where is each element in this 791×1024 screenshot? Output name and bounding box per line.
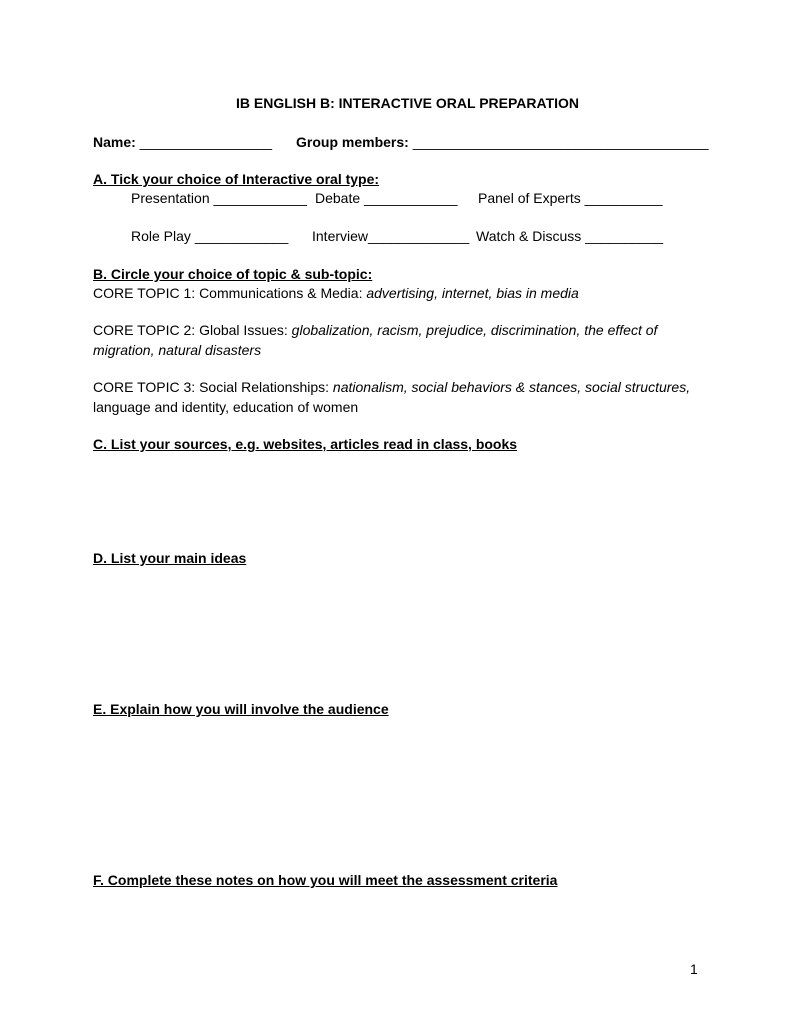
core-topic-2	[93, 321, 657, 339]
option-label: Interview	[312, 228, 369, 244]
topic-subtopics: globalization, racism, prejudice, discrimination, the effect of	[291, 322, 658, 338]
name-blank: _________________	[139, 134, 273, 150]
option-watch-discuss	[476, 227, 663, 245]
core-topic-3-continued: language and identity, education of women	[93, 399, 359, 415]
page-number: 1	[690, 961, 698, 977]
option-label: Role Play	[131, 228, 191, 244]
section-e-heading: E. Explain how you will involve the audience	[93, 701, 389, 717]
section-d-heading: D. List your main ideas	[93, 550, 247, 566]
option-interview	[312, 227, 469, 245]
option-blank: ____________	[213, 190, 307, 206]
option-blank: __________	[585, 228, 664, 244]
option-label: Watch & Discuss	[476, 228, 582, 244]
option-label: Panel of Experts	[478, 190, 581, 206]
core-topic-2-continued: migration, natural disasters	[93, 342, 262, 358]
option-panel-of-experts	[478, 189, 663, 207]
section-f-heading: F. Complete these notes on how you will meet the assessment criteria	[93, 872, 558, 888]
option-label: Debate	[315, 190, 361, 206]
core-topic-3	[93, 378, 690, 396]
page-title: IB ENGLISH B: INTERACTIVE ORAL PREPARATION	[236, 95, 580, 111]
option-blank: _____________	[368, 228, 470, 244]
group-members-label	[296, 133, 709, 151]
name-label-text: Name:	[93, 134, 136, 150]
topic-prefix: CORE TOPIC 3: Social Relationships:	[93, 379, 333, 395]
option-label: Presentation	[131, 190, 210, 206]
core-topic-1	[93, 284, 579, 302]
group-members-label-text: Group members:	[296, 134, 409, 150]
group-members-blank: ______________________________________	[412, 134, 709, 150]
topic-prefix: CORE TOPIC 1: Communications & Media:	[93, 285, 367, 301]
option-blank: ____________	[194, 228, 289, 244]
option-blank: ____________	[364, 190, 458, 206]
topic-subtopics: advertising, internet, bias in media	[366, 285, 579, 301]
name-label	[93, 133, 272, 151]
section-c-heading: C. List your sources, e.g. websites, articles read in class, books	[93, 436, 518, 452]
option-role-play	[131, 227, 288, 245]
topic-prefix: CORE TOPIC 2: Global Issues:	[93, 322, 292, 338]
option-presentation	[131, 189, 307, 207]
section-b-heading: B. Circle your choice of topic & sub-topic:	[93, 266, 373, 282]
topic-subtopics: nationalism, social behaviors & stances, social structures,	[332, 379, 691, 395]
option-debate	[315, 189, 457, 207]
option-blank: __________	[584, 190, 663, 206]
section-a-heading: A. Tick your choice of Interactive oral type:	[93, 171, 380, 187]
